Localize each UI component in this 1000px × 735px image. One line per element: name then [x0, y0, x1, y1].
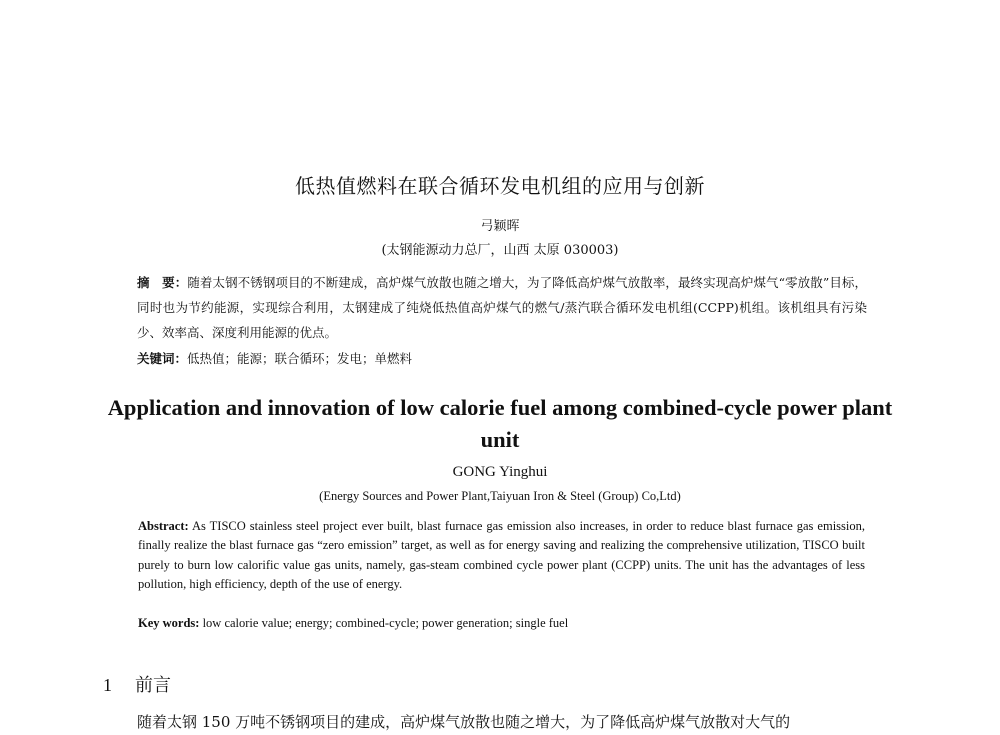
english-abstract	[138, 517, 865, 594]
english-abstract-label: Abstract:	[138, 519, 189, 533]
english-keywords	[138, 614, 865, 633]
introduction-body-text: 随着太钢 150 万吨不锈钢项目的建成，高炉煤气放散也随之增大，为了降低高炉煤气放散对大气的	[137, 713, 791, 731]
english-title: Application and innovation of low calorie fuel among combined-cycle power plant unit	[107, 395, 893, 452]
chinese-abstract	[137, 270, 867, 345]
chinese-abstract-text: 随着太钢不锈钢项目的不断建成，高炉煤气放散也随之增大，为了降低高炉煤气放散率，最终实现高炉煤气“零放散”目标，同时也为节约能源，实现综合利用，太钢建成了纯烧低热值高炉煤气的燃气/蒸汽联合循环发电机组(CCPP)机组。该机组具有污染少、效率高、深度利用能源的优点。	[137, 275, 867, 340]
chinese-keywords-text: 低热值；能源；联合循环；发电；单燃料	[187, 351, 413, 366]
chinese-abstract-label: 摘 要：	[137, 275, 188, 290]
english-keywords-text: low calorie value; energy; combined-cycle; power generation; single fuel	[199, 616, 569, 630]
section-number: 1	[103, 675, 112, 695]
section-heading-introduction	[103, 671, 171, 697]
chinese-title: 低热值燃料在联合循环发电机组的应用与创新	[295, 174, 705, 198]
section-title: 前言	[135, 675, 171, 696]
chinese-affiliation: (太钢能源动力总厂，山西 太原 030003)	[381, 243, 619, 258]
english-abstract-text: As TISCO stainless steel project ever built, blast furnace gas emission also increases, in order to reduce blast furnace gas emission, finally realize the blast furnace gas “zero emission” target, as well as for energy saving and realizing the comprehensive utilization, TISCO built purely to burn low calorific value gas units, namely, gas-steam combined cycle power plant (CCPP) units. The unit has the advantages of less pollution, high efficiency, depth of the use of energy.	[138, 519, 865, 591]
chinese-keywords	[137, 346, 867, 371]
english-keywords-label: Key words:	[138, 616, 200, 630]
english-author: GONG Yinghui	[452, 464, 548, 480]
chinese-author: 弓颖晖	[480, 219, 520, 234]
chinese-keywords-label: 关键词：	[137, 351, 188, 366]
english-affiliation: (Energy Sources and Power Plant,Taiyuan Iron & Steel (Group) Co,Ltd)	[319, 489, 681, 503]
